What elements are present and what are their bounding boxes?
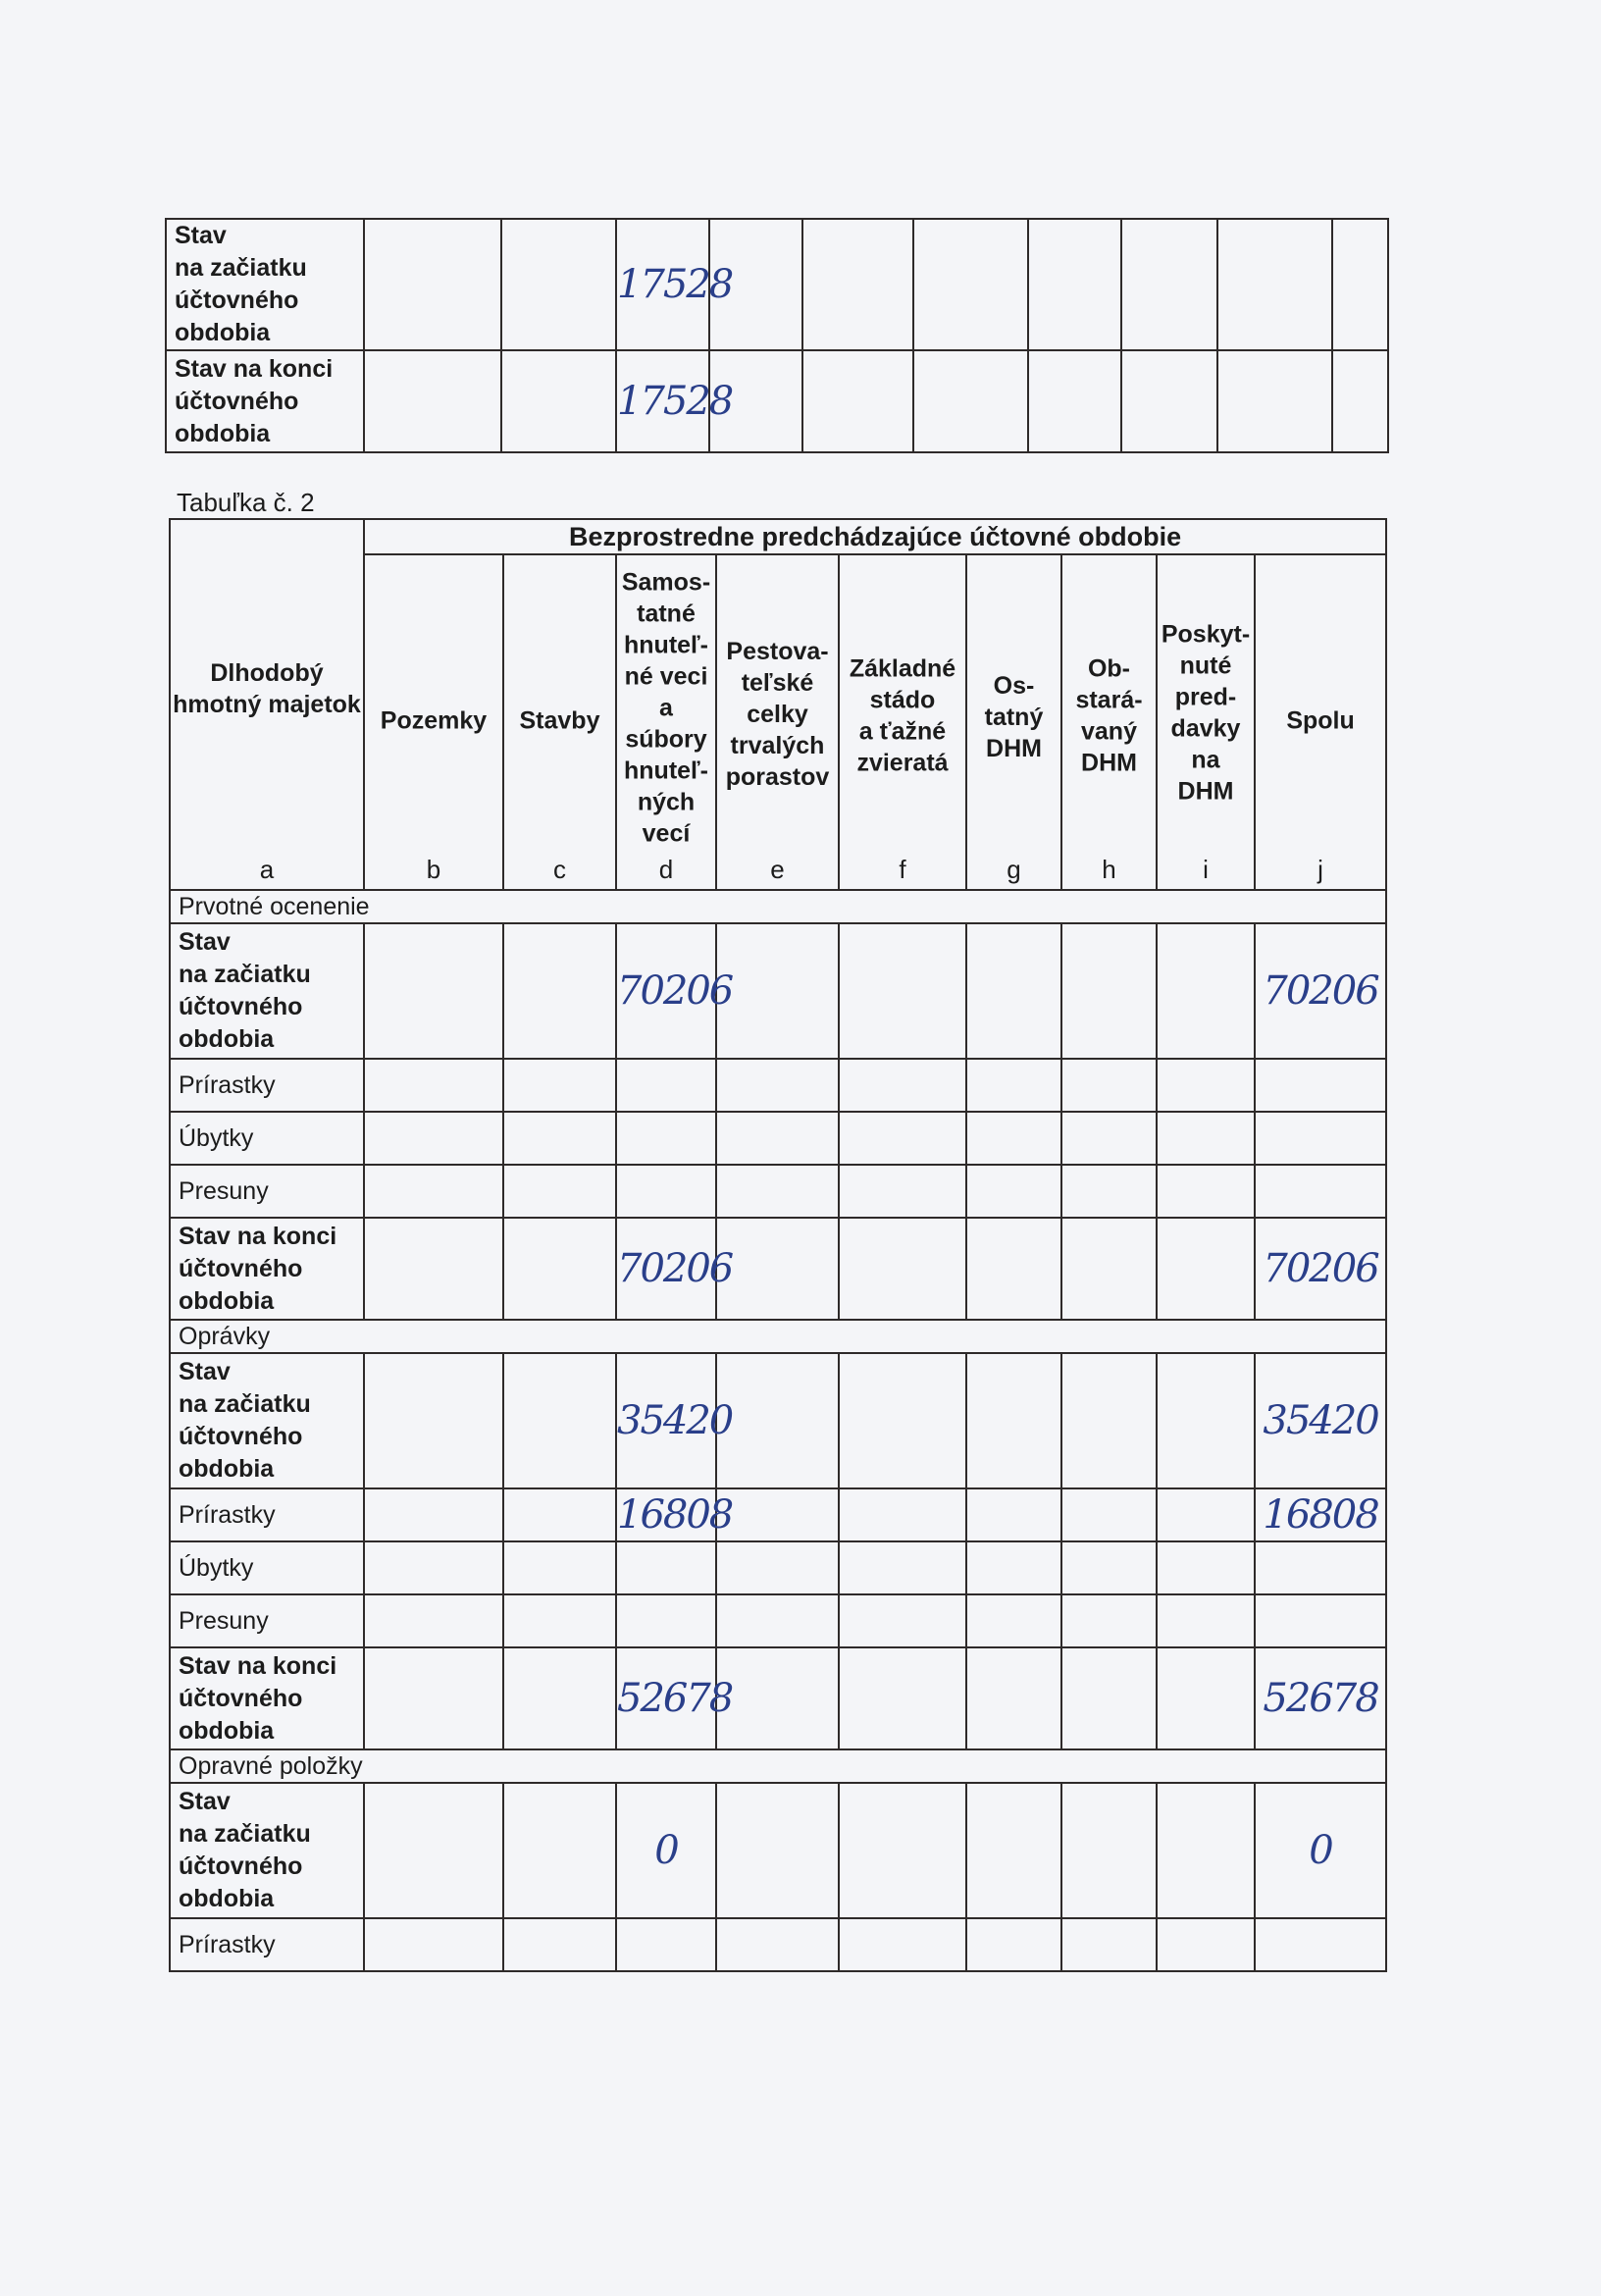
top-value-cell bbox=[802, 350, 913, 452]
value-cell bbox=[503, 1783, 616, 1918]
column-header-label: Základné stádo a ťažné zvieratá bbox=[849, 654, 956, 777]
value-cell: 52678 bbox=[616, 1647, 716, 1749]
value-cell bbox=[966, 1594, 1061, 1647]
value-cell bbox=[364, 1783, 503, 1918]
column-header bbox=[1061, 554, 1157, 890]
top-value-cell bbox=[802, 219, 913, 350]
row-label: Úbytky bbox=[170, 1112, 364, 1165]
value-cell bbox=[1061, 1783, 1157, 1918]
value-cell bbox=[966, 1059, 1061, 1112]
value-cell bbox=[503, 1218, 616, 1320]
value-cell bbox=[364, 1541, 503, 1594]
row-label: Prírastky bbox=[170, 1488, 364, 1541]
value-cell bbox=[716, 1059, 839, 1112]
value-cell bbox=[1061, 1218, 1157, 1320]
value-cell bbox=[1061, 1541, 1157, 1594]
column-header-label: Os- tatný DHM bbox=[984, 672, 1044, 763]
value-cell bbox=[616, 1112, 716, 1165]
value-cell bbox=[1157, 1112, 1255, 1165]
column-header bbox=[1255, 554, 1386, 890]
value-cell bbox=[1255, 1165, 1386, 1218]
top-value-cell bbox=[1332, 350, 1388, 452]
column-letter-a: a bbox=[259, 855, 275, 884]
section-row bbox=[170, 1749, 1386, 1783]
top-value-cell bbox=[1332, 219, 1388, 350]
row-label: Stav na začiatku účtovného obdobia bbox=[170, 1783, 364, 1918]
value-cell bbox=[716, 1218, 839, 1320]
top-value-cell bbox=[913, 219, 1028, 350]
top-value-cell bbox=[1121, 350, 1217, 452]
column-letter: c bbox=[553, 855, 566, 884]
value-cell bbox=[503, 1594, 616, 1647]
value-cell bbox=[364, 1059, 503, 1112]
value-cell bbox=[616, 1594, 716, 1647]
top-value-cell bbox=[1028, 350, 1121, 452]
column-letter: f bbox=[899, 855, 906, 884]
value-cell bbox=[503, 1112, 616, 1165]
value-cell bbox=[966, 923, 1061, 1059]
table-row bbox=[170, 1647, 1386, 1749]
value-cell bbox=[364, 1647, 503, 1749]
value-cell bbox=[616, 1165, 716, 1218]
value-cell bbox=[503, 1353, 616, 1488]
value-cell bbox=[1061, 1165, 1157, 1218]
top-value-cell bbox=[1217, 219, 1332, 350]
value-cell: 70206 bbox=[1255, 1218, 1386, 1320]
top-value-cell bbox=[1217, 350, 1332, 452]
value-cell bbox=[1255, 1918, 1386, 1971]
column-letter: i bbox=[1203, 855, 1209, 884]
value-cell bbox=[716, 1647, 839, 1749]
value-cell bbox=[1061, 1918, 1157, 1971]
value-cell bbox=[364, 1353, 503, 1488]
top-value-cell bbox=[1121, 219, 1217, 350]
value-cell bbox=[1157, 1488, 1255, 1541]
table-row bbox=[170, 1488, 1386, 1541]
value-cell bbox=[364, 1918, 503, 1971]
top-value-cell bbox=[501, 219, 616, 350]
value-cell bbox=[364, 1218, 503, 1320]
column-header bbox=[364, 554, 503, 890]
column-letter: d bbox=[658, 855, 674, 884]
value-cell bbox=[716, 1594, 839, 1647]
value-cell: 0 bbox=[616, 1783, 716, 1918]
row-header-label: Dlhodobý hmotný majetok bbox=[173, 659, 361, 718]
table-row bbox=[170, 1165, 1386, 1218]
value-cell bbox=[364, 1594, 503, 1647]
value-cell bbox=[1255, 1541, 1386, 1594]
table-row bbox=[170, 1594, 1386, 1647]
value-cell bbox=[1255, 1112, 1386, 1165]
value-cell bbox=[716, 1353, 839, 1488]
value-cell: 52678 bbox=[1255, 1647, 1386, 1749]
row-label: Úbytky bbox=[170, 1541, 364, 1594]
value-cell bbox=[1255, 1594, 1386, 1647]
value-cell: 16808 bbox=[1255, 1488, 1386, 1541]
section-row bbox=[170, 1320, 1386, 1353]
table-row bbox=[170, 1218, 1386, 1320]
value-cell bbox=[503, 1647, 616, 1749]
value-cell bbox=[1061, 923, 1157, 1059]
row-label: Prírastky bbox=[170, 1918, 364, 1971]
value-cell: 16808 bbox=[616, 1488, 716, 1541]
table-row bbox=[170, 1353, 1386, 1488]
value-cell bbox=[966, 1112, 1061, 1165]
value-cell: 35420 bbox=[616, 1353, 716, 1488]
column-header-label: Samos- tatné hnuteľ- né veci a súbory hnuteľ- ných vecí bbox=[621, 568, 711, 848]
column-header-label: Pestova- teľské celky trvalých porastov bbox=[725, 638, 830, 791]
value-cell bbox=[1061, 1112, 1157, 1165]
value-cell bbox=[1061, 1059, 1157, 1112]
value-cell bbox=[839, 1488, 966, 1541]
value-cell bbox=[1061, 1353, 1157, 1488]
value-cell bbox=[839, 1165, 966, 1218]
top-value-cell: 17528 bbox=[616, 350, 709, 452]
value-cell bbox=[1157, 1059, 1255, 1112]
group-header: Bezprostredne predchádzajúce účtovné obdobie bbox=[364, 519, 1386, 554]
column-header-label: Stavby bbox=[519, 706, 600, 735]
value-cell bbox=[966, 1647, 1061, 1749]
value-cell bbox=[1061, 1488, 1157, 1541]
value-cell bbox=[616, 1541, 716, 1594]
value-cell bbox=[364, 923, 503, 1059]
value-cell bbox=[1157, 1218, 1255, 1320]
value-cell bbox=[1157, 1541, 1255, 1594]
value-cell bbox=[716, 1918, 839, 1971]
table-row bbox=[170, 1059, 1386, 1112]
column-letter: e bbox=[770, 855, 785, 884]
value-cell bbox=[616, 1059, 716, 1112]
row-label: Presuny bbox=[170, 1165, 364, 1218]
value-cell bbox=[839, 923, 966, 1059]
value-cell: 35420 bbox=[1255, 1353, 1386, 1488]
value-cell bbox=[1157, 1594, 1255, 1647]
value-cell bbox=[503, 1918, 616, 1971]
value-cell bbox=[966, 1353, 1061, 1488]
value-cell bbox=[839, 1112, 966, 1165]
value-cell bbox=[503, 1059, 616, 1112]
value-cell: 70206 bbox=[1255, 923, 1386, 1059]
value-cell bbox=[1157, 1783, 1255, 1918]
value-cell: 70206 bbox=[616, 923, 716, 1059]
value-cell bbox=[839, 1647, 966, 1749]
value-cell bbox=[966, 1218, 1061, 1320]
value-cell bbox=[839, 1594, 966, 1647]
value-cell bbox=[1255, 1059, 1386, 1112]
top-table bbox=[165, 218, 1389, 453]
value-cell bbox=[503, 1165, 616, 1218]
value-cell bbox=[1157, 923, 1255, 1059]
value-cell bbox=[364, 1112, 503, 1165]
value-cell: 0 bbox=[1255, 1783, 1386, 1918]
value-cell bbox=[839, 1541, 966, 1594]
column-header bbox=[966, 554, 1061, 890]
row-label: Stav na začiatku účtovného obdobia bbox=[170, 1353, 364, 1488]
main-table bbox=[169, 518, 1387, 1972]
top-value-cell bbox=[913, 350, 1028, 452]
top-table-row bbox=[166, 219, 1388, 350]
value-cell bbox=[503, 1488, 616, 1541]
value-cell bbox=[1157, 1353, 1255, 1488]
table-caption: Tabuľka č. 2 bbox=[177, 488, 315, 517]
row-label: Presuny bbox=[170, 1594, 364, 1647]
row-label: Prírastky bbox=[170, 1059, 364, 1112]
row-label: Stav na konci účtovného obdobia bbox=[170, 1218, 364, 1320]
value-cell bbox=[716, 1112, 839, 1165]
table-row bbox=[170, 1783, 1386, 1918]
value-cell bbox=[966, 1541, 1061, 1594]
top-value-cell bbox=[501, 350, 616, 452]
section-row bbox=[170, 890, 1386, 923]
value-cell bbox=[1061, 1647, 1157, 1749]
value-cell bbox=[364, 1488, 503, 1541]
value-cell bbox=[839, 1353, 966, 1488]
table-row bbox=[170, 1112, 1386, 1165]
value-cell bbox=[839, 1059, 966, 1112]
top-row-label: Stav na začiatku účtovného obdobia bbox=[166, 219, 364, 350]
value-cell bbox=[716, 1783, 839, 1918]
section-title: Oprávky bbox=[170, 1320, 1386, 1353]
row-label: Stav na konci účtovného obdobia bbox=[170, 1647, 364, 1749]
value-cell bbox=[966, 1918, 1061, 1971]
value-cell bbox=[839, 1783, 966, 1918]
value-cell bbox=[364, 1165, 503, 1218]
value-cell bbox=[966, 1488, 1061, 1541]
column-header-label: Pozemky bbox=[380, 706, 488, 735]
table-row bbox=[170, 1918, 1386, 1971]
value-cell bbox=[716, 923, 839, 1059]
column-header bbox=[716, 554, 839, 890]
column-letter: g bbox=[1007, 855, 1021, 884]
column-letter: h bbox=[1102, 855, 1116, 884]
section-title: Prvotné ocenenie bbox=[170, 890, 1386, 923]
value-cell bbox=[966, 1783, 1061, 1918]
top-value-cell bbox=[364, 350, 501, 452]
column-header-label: Spolu bbox=[1286, 706, 1355, 735]
column-header-label: Ob- stará- vaný DHM bbox=[1075, 654, 1143, 777]
table-row bbox=[170, 923, 1386, 1059]
column-header bbox=[839, 554, 966, 890]
row-header-cell bbox=[170, 519, 364, 890]
row-label: Stav na začiatku účtovného obdobia bbox=[170, 923, 364, 1059]
value-cell bbox=[1061, 1594, 1157, 1647]
value-cell bbox=[503, 923, 616, 1059]
top-row-label: Stav na konci účtovného obdobia bbox=[166, 350, 364, 452]
column-letter: j bbox=[1317, 855, 1323, 884]
value-cell bbox=[503, 1541, 616, 1594]
value-cell bbox=[1157, 1165, 1255, 1218]
value-cell bbox=[966, 1165, 1061, 1218]
column-letter: b bbox=[426, 855, 441, 884]
column-header bbox=[503, 554, 616, 890]
table-row bbox=[170, 1541, 1386, 1594]
top-value-cell: 17528 bbox=[616, 219, 709, 350]
value-cell bbox=[1157, 1918, 1255, 1971]
value-cell bbox=[839, 1218, 966, 1320]
section-title: Opravné položky bbox=[170, 1749, 1386, 1783]
value-cell bbox=[839, 1918, 966, 1971]
value-cell: 70206 bbox=[616, 1218, 716, 1320]
value-cell bbox=[716, 1488, 839, 1541]
top-value-cell bbox=[364, 219, 501, 350]
value-cell bbox=[716, 1165, 839, 1218]
top-value-cell bbox=[1028, 219, 1121, 350]
value-cell bbox=[716, 1541, 839, 1594]
value-cell bbox=[616, 1918, 716, 1971]
column-header bbox=[1157, 554, 1255, 890]
value-cell bbox=[1157, 1647, 1255, 1749]
column-header-label: Poskyt- nuté pred- davky na DHM bbox=[1161, 620, 1251, 806]
top-table-row bbox=[166, 350, 1388, 452]
column-header bbox=[616, 554, 716, 890]
